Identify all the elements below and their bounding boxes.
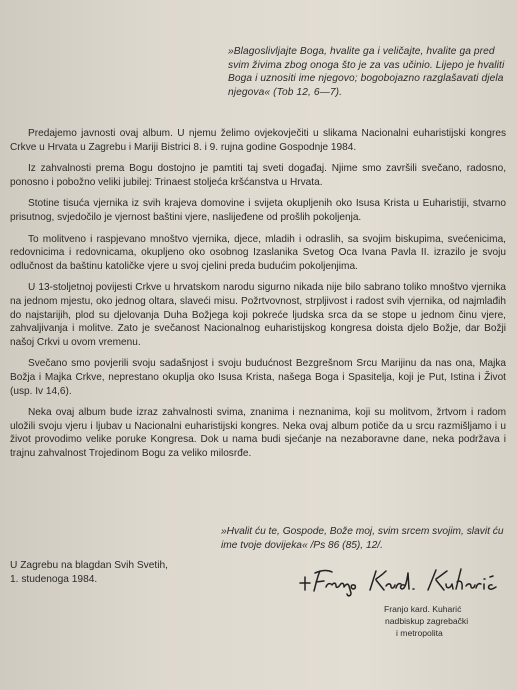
- signer-title: nadbiskup zagrebački: [385, 616, 469, 626]
- signer-title: i metropolita: [396, 628, 443, 638]
- epigraph-quote: »Blagoslivljajte Boga, hvalite ga i veličajte, hvalite ga pred svim živima zbog onoga što je za vas učinio. Lijepo je hvaliti Boga i uznositi ime njegovo; bogobojazno razglašavati djela njegova« (Tob 12, 6—7).: [228, 46, 505, 98]
- paragraph: To molitveno i raspjevano mnoštvo vjernika, djece, mladih i odraslih, sa svojim biskupima, svećenicima, redovnicima i redovnicama, okupljeno oko osobnog Izaslanika Svetog Oca Ivana Pavla II. izrazilo je svoju odlučnost da baštinu katoličke vjere u svoj cjelini preda budućim pokoljenjima.: [10, 233, 506, 272]
- paragraph: U 13-stoljetnoj povijesti Crkve u hrvatskom narodu sigurno nikada nije bilo sabrano toliko mnoštvo vjernika na jednom mjestu, oko jednog oltara, slaveći misu. Požrtvovnost, strpljivost i radost svih vjernika, od najmlađih do najstarijih, plod su djelovanja Duha Božjega koji pokreće ljudska srca da se stope u jednom činu vjere, zahvaljivanja i molitve. Zato je svečanost Nacionalnog euharistijskog kongresa doista djelo Božje, dar Božji našoj Crkvi u ovom vremenu.: [10, 282, 506, 348]
- paragraph: Stotine tisuća vjernika iz svih krajeva domovine i svijeta okupljenih oko Isusa Krista u Euharistiji, stvarno prisutnog, svjedočilo je vjernost baštini vjere, naslijeđene od prošlih pokoljenja.: [10, 198, 506, 223]
- paragraph: Iz zahvalnosti prema Bogu dostojno je pamtiti taj sveti događaj. Njime smo završili svečano, radosno, ponosno i pobožno veliki jubilej: Trinaest stoljeća kršćanstva u Hrvata.: [10, 163, 506, 188]
- paragraph: Predajemo javnosti ovaj album. U njemu želimo ovjekovječiti u slikama Nacionalni euharistijski kongres Crkve u Hrvata u Zagrebu i Mariji Bistrici 8. i 9. rujna godine Gospodnje 1984.: [10, 128, 506, 153]
- handwritten-signature: [296, 565, 508, 599]
- place-and-date: [10, 559, 210, 586]
- signer-block: [384, 603, 514, 639]
- paragraph: Neka ovaj album bude izraz zahvalnosti svima, znanima i neznanima, koji su molitvom, žrtvom i radom uložili svoju vjeru i ljubav u Nacionalni euharistijski kongres. Neka ovaj album potiče da u srcu razmišljamo i u život provodimo velike poruke Kongresa. Dok u nama budi sjećanje na nezaboravne dane, neka podržava i trajnu zahvalnost Trojedinom Bogu za veliko milosrđe.: [10, 407, 506, 459]
- signature-drawing: [296, 565, 508, 599]
- date-line: 1. studenoga 1984.: [10, 573, 98, 585]
- place-line: U Zagrebu na blagdan Svih Svetih,: [10, 560, 169, 571]
- signer-name: Franjo kard. Kuharić: [384, 604, 462, 614]
- paragraph: Svečano smo povjerili svoju sadašnjost i svoju budućnost Bezgrešnom Srcu Marijinu da nas ona, Majka Božja i Majka Crkve, neprestano okuplja oko Isusa Krista, našega Boga i Spasitelja, koji je Put, Istina i Život (usp. Iv 14,6).: [10, 358, 506, 397]
- closing-quote: »Hvalit ću te, Gospode, Bože moj, svim srcem svojim, slavit ću ime tvoje dovijeka« /Ps 86 (85), 12/.: [221, 526, 504, 551]
- main-text: [10, 127, 506, 468]
